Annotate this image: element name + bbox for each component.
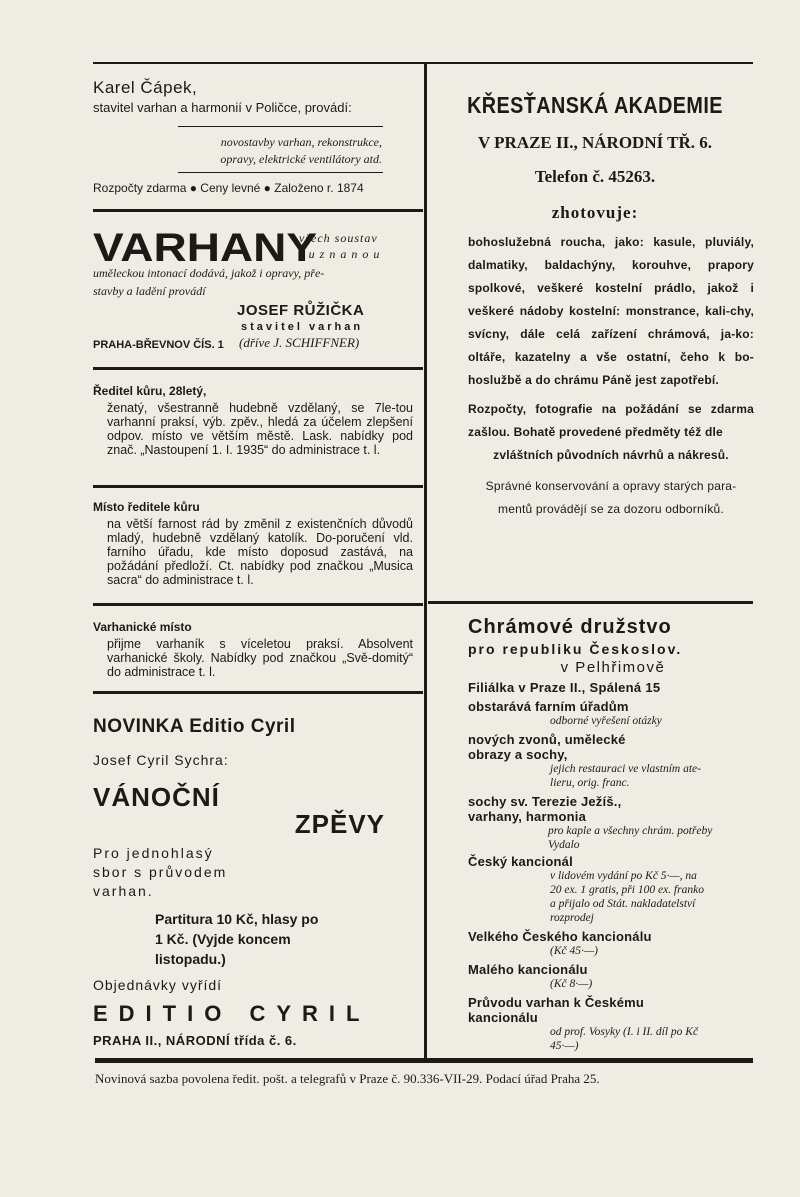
cyril-brand: EDITIO CYRIL [93,1001,371,1026]
cyril-big-title-1: VÁNOČNÍ [93,782,220,812]
capek-footer: Rozpočty zdarma ● Ceny levné ● Založeno r. 1874 [93,181,364,195]
varhany-title: VARHANY [93,226,318,270]
druzstvo-line-3: sochy sv. Terezie Ježíš., [468,794,622,809]
ad-choirmaster-post-body: na větší farnost rád by změnil z existenčních důvodů mladý, hudebně vzdělaný katolík. Do-poručení vld. farního úřadu, kde místo doposud zastává, na požádání předloží. Ct. nabídky pod značkou „Musica sacra“ do administrace t. l. [107,517,413,587]
druzstvo-line-5-detail: (Kč 45·—) [550,945,598,957]
druzstvo-line-4: Český kancionál [468,854,573,869]
akademie-ad [436,92,754,521]
akademie-title: KŘESŤANSKÁ AKADEMIE [467,92,723,118]
ruzicka-name: JOSEF RŮŽIČKA [237,302,365,319]
druzstvo-branch: Filiálka v Praze II., Spálená 15 [468,680,661,695]
capek-subtitle: stavitel varhan a harmonií v Poličce, provádí: [93,100,352,115]
varhany-ad [93,224,413,354]
ruzicka-previous: (dříve J. SCHIFFNER) [239,335,360,350]
cyril-order: Objednávky vyřídí [93,977,223,993]
cyril-author: Josef Cyril Sychra: [93,752,229,768]
akademie-address: V PRAZE II., NÁRODNÍ TŘ. 6. [477,133,713,152]
section-rule-right [428,601,753,604]
akademie-note: Správné konservování a opravy starých para- mentů provádějí se za dozoru odborníků. [485,479,737,516]
druzstvo-line-6-detail: (Kč 8·—) [550,978,593,990]
cyril-address: PRAHA II., NÁRODNÍ třída č. 6. [93,1033,297,1048]
cyril-description: Pro jednohlasý sbor s průvodem varhan. [93,845,228,899]
cyril-title: NOVINKA Editio Cyril [93,716,296,737]
druzstvo-line-4-detail: v lidovém vydání po Kč 5·—, na 20 ex. 1 gratis, při 100 ex. franko a přijalo od Stát. nakladatelství rozprodej [550,870,704,924]
druzstvo-subtitle: pro republiku Českoslov. [468,641,683,657]
section-rule [93,209,423,212]
akademie-body-2: Rozpočty, fotografie na požádání se zdarma zašlou. Bohatě provedené předměty též dle [468,402,754,439]
top-rule [93,62,753,64]
druzstvo-line-5: Velkého Českého kancionálu [468,929,652,944]
akademie-body: bohoslužebná roucha, jako: kasule, pluviály, dalmatiky, baldachýny, korouhve, prapory spolkové, veškeré kostelní prádlo, jakož i veškeré nádoby kostelní: monstrance, kali-chy, svícny, dále celá zařízení chrámová, ja-ko: oltáře, kazatelny a vše ostatní, čeho k bo-hoslužbě a do chrámu Páně jest zapotřebí. [468,235,754,387]
ad-choirmaster-body: ženatý, všestranně hudebně vzdělaný, se 7le-tou varhanní praksí, výb. zpěv., hledá za účelem zlepšení odpov. místo ve větším městě. Lask. nabídky pod znač. „Nastoupení 1. I. 1935“ do administrace t. l. [107,401,413,457]
capek-name: Karel Čápek, [93,78,198,97]
ad-choirmaster-post-head: Místo ředitele kůru [93,500,200,514]
varhany-description: uměleckou intonací dodává, jakož i opravy, pře- stavby a ladění provádí [93,266,325,298]
capek-inner-rule [178,126,383,127]
akademie-makes: zhotovuje: [551,203,639,222]
capek-inner-rule-2 [178,172,383,173]
druzstvo-line-2-detail: jejich restauraci ve vlastním ate- lieru, orig. franc. [550,763,701,789]
ad-choirmaster-head: Ředitel kůru, 28letý, [93,384,207,398]
druzstvo-line-1: obstarává farním úřadům [468,699,629,714]
druzstvo-line-7-detail: od prof. Vosyky (I. i II. díl po Kč 45·—) [550,1026,699,1052]
druzstvo-line-3b: varhany, harmonia [468,809,587,824]
ad-choirmaster [93,384,413,457]
ad-choirmaster-post [93,500,413,587]
ad-organist [93,620,413,679]
ad-organist-head: Varhanické místo [93,620,192,634]
editio-cyril-ad [93,716,385,1048]
druzstvo-line-3-detail: pro kaple a všechny chrám. potřeby Vydalo [548,825,713,851]
druzstvo-line-6: Malého kancionálu [468,962,588,977]
section-rule [93,367,423,370]
cyril-price: Partitura 10 Kč, hlasy po 1 Kč. (Vyjde koncem listopadu.) [155,911,319,967]
ad-organist-body: přijme varhaník s víceletou praksí. Absolvent varhanické školy. Nabídky pod značkou „Svě-domitý“ do administrace t. l. [107,637,413,679]
akademie-body-3: zvláštních původních návrhů a nákresů. [493,448,729,462]
capek-ad [93,78,413,115]
section-rule [93,603,423,606]
cyril-big-title-2: ZPĚVY [294,809,385,839]
capek-services: novostavby varhan, rekonstrukce, opravy, elektrické ventilátory atd. [220,135,382,166]
druzstvo-line-2b: obrazy a sochy, [468,747,568,762]
section-rule [93,485,423,488]
varhany-side: všech soustav s u z n a n o u [299,231,381,261]
druzstvo-title: Chrámové družstvo [468,616,672,638]
column-divider [424,62,427,1060]
druzstvo-ad [468,616,758,1053]
druzstvo-line-2: nových zvonů, umělecké [468,732,626,747]
druzstvo-city: v Pelhřimově [560,659,666,676]
bottom-rule [95,1058,753,1063]
section-rule [93,691,423,694]
druzstvo-line-7b: kancionálu [468,1010,538,1025]
druzstvo-line-1-detail: odborné vyřešení otázky [550,715,662,727]
postal-footer: Novinová sazba povolena ředit. pošt. a telegrafů v Praze č. 90.336-VII-29. Podací úřad Praha 25. [95,1071,600,1086]
ruzicka-role: stavitel varhan [241,321,364,333]
druzstvo-line-7: Průvodu varhan k Českému [468,995,645,1010]
akademie-phone: Telefon č. 45263. [534,167,656,186]
ruzicka-address: PRAHA-BŘEVNOV ČÍS. 1 [93,339,224,351]
